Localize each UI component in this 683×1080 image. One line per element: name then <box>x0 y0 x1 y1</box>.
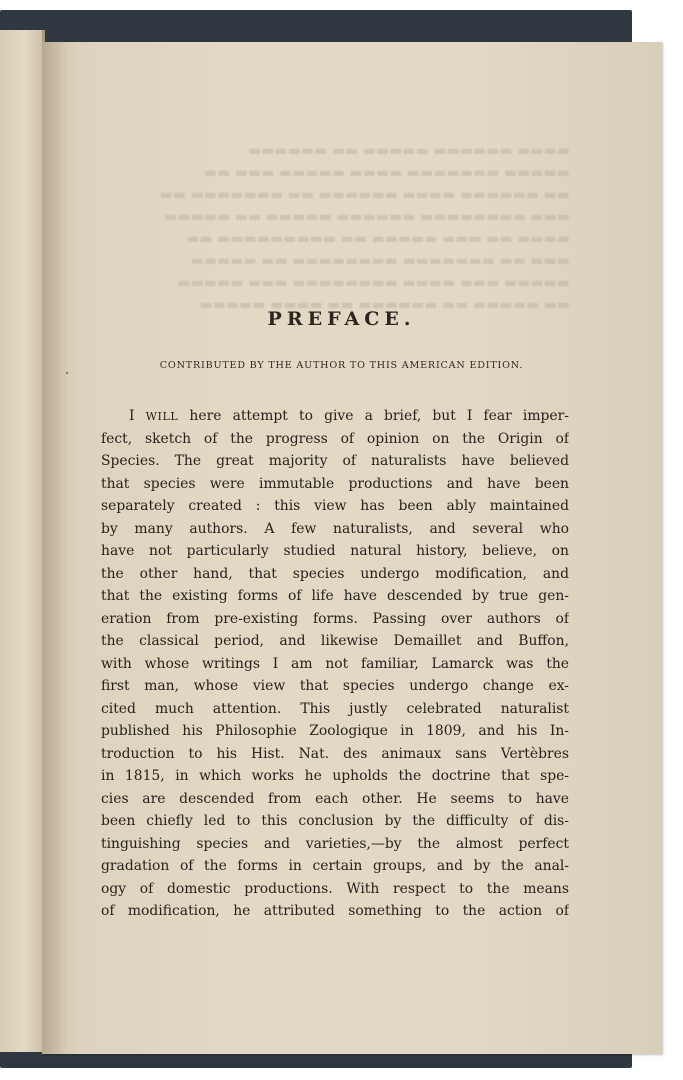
body-line: troduction to his Hist. Nat. des animaux sans Vertèbres <box>101 745 569 762</box>
page-subtitle: CONTRIBUTED BY THE AUTHOR TO THIS AMERICAN EDITION. <box>159 360 524 371</box>
body-line: in 1815, in which works he upholds the doctrine that spe- <box>101 768 569 784</box>
body-line: published his Philosophie Zoologique in 1809, and his In- <box>101 723 569 739</box>
body-line: cited much attention. This justly celebrated naturalist <box>101 700 569 717</box>
body-line: that species were immutable productions and have been <box>101 475 569 492</box>
body-line: cies are descended from each other. He seems to have <box>101 790 569 807</box>
body-line: separately created : this view has been ably maintained <box>101 498 569 514</box>
body-line: the classical period, and likewise Demaillet and Buffon, <box>101 633 569 649</box>
body-line: by many authors. A few naturalists, and several who <box>101 520 569 537</box>
body-line: ogy of domestic productions. With respect to the means <box>101 880 569 897</box>
body-line: Species. The great majority of naturalists have believed <box>101 453 569 469</box>
body-line: been chiefly led to this conclusion by the difficulty of dis- <box>101 813 569 829</box>
body-line: of modification, he attributed something to the action of <box>101 903 569 919</box>
show-through-texture: ▬▬▬▬ ▬▬▬▬▬▬ ▬▬▬▬▬ ▬▬ ▬▬▬▬▬▬ ▬▬▬▬▬ ▬▬▬▬▬▬▬ ▬▬▬▬ ▬▬▬▬▬ ▬▬▬ ▬▬ ▬▬ ▬▬▬▬▬▬ ▬▬▬▬ ▬▬▬▬▬▬ ▬▬ ▬▬▬▬▬▬▬ ▬▬ ▬▬▬ ▬▬▬▬▬▬▬▬ ▬▬▬▬▬▬ ▬▬▬▬▬ ▬▬ ▬▬▬▬▬ ▬▬▬▬ ▬▬ ▬▬▬ ▬▬▬▬▬ ▬▬ ▬▬▬▬▬▬▬▬▬ ▬▬ ▬▬▬ ▬▬ ▬▬▬▬▬▬▬ ▬▬▬▬▬▬▬▬ ▬▬ ▬▬▬▬▬ ▬▬▬▬▬ ▬▬▬ ▬▬▬▬ ▬▬▬▬▬▬▬▬ ▬▬▬ ▬▬▬▬▬ ▬▬ ▬▬▬▬▬ ▬▬ ▬▬▬▬▬▬ ▬▬ ▬▬▬▬ ▬▬▬▬▬ <box>159 143 570 313</box>
body-line: with whose writings I am not familiar, Lamarck was the <box>101 655 569 672</box>
paper-speck <box>66 372 68 374</box>
body-line: the other hand, that species undergo modification, and <box>101 565 569 582</box>
body-line: fect, sketch of the progress of opinion on the Origin of <box>101 430 569 447</box>
page-title: PREFACE. <box>267 308 416 330</box>
body-line: have not particularly studied natural history, believe, on <box>101 543 569 559</box>
small-caps-word: WILL <box>145 410 179 423</box>
body-line: that the existing forms of life have descended by true gen- <box>101 588 569 604</box>
body-line: gradation of the forms in certain groups, and by the anal- <box>101 858 569 874</box>
drop-word: I <box>129 408 135 424</box>
body-line: first man, whose view that species undergo change ex- <box>101 678 569 694</box>
body-line: tinguishing species and varieties,—by the almost perfect <box>101 835 569 852</box>
preface-body <box>101 405 569 923</box>
first-line-rest: here attempt to give a brief, but I fear imper- <box>189 408 569 424</box>
body-line: eration from pre-existing forms. Passing over authors of <box>101 610 569 627</box>
body-line-first <box>101 405 569 428</box>
